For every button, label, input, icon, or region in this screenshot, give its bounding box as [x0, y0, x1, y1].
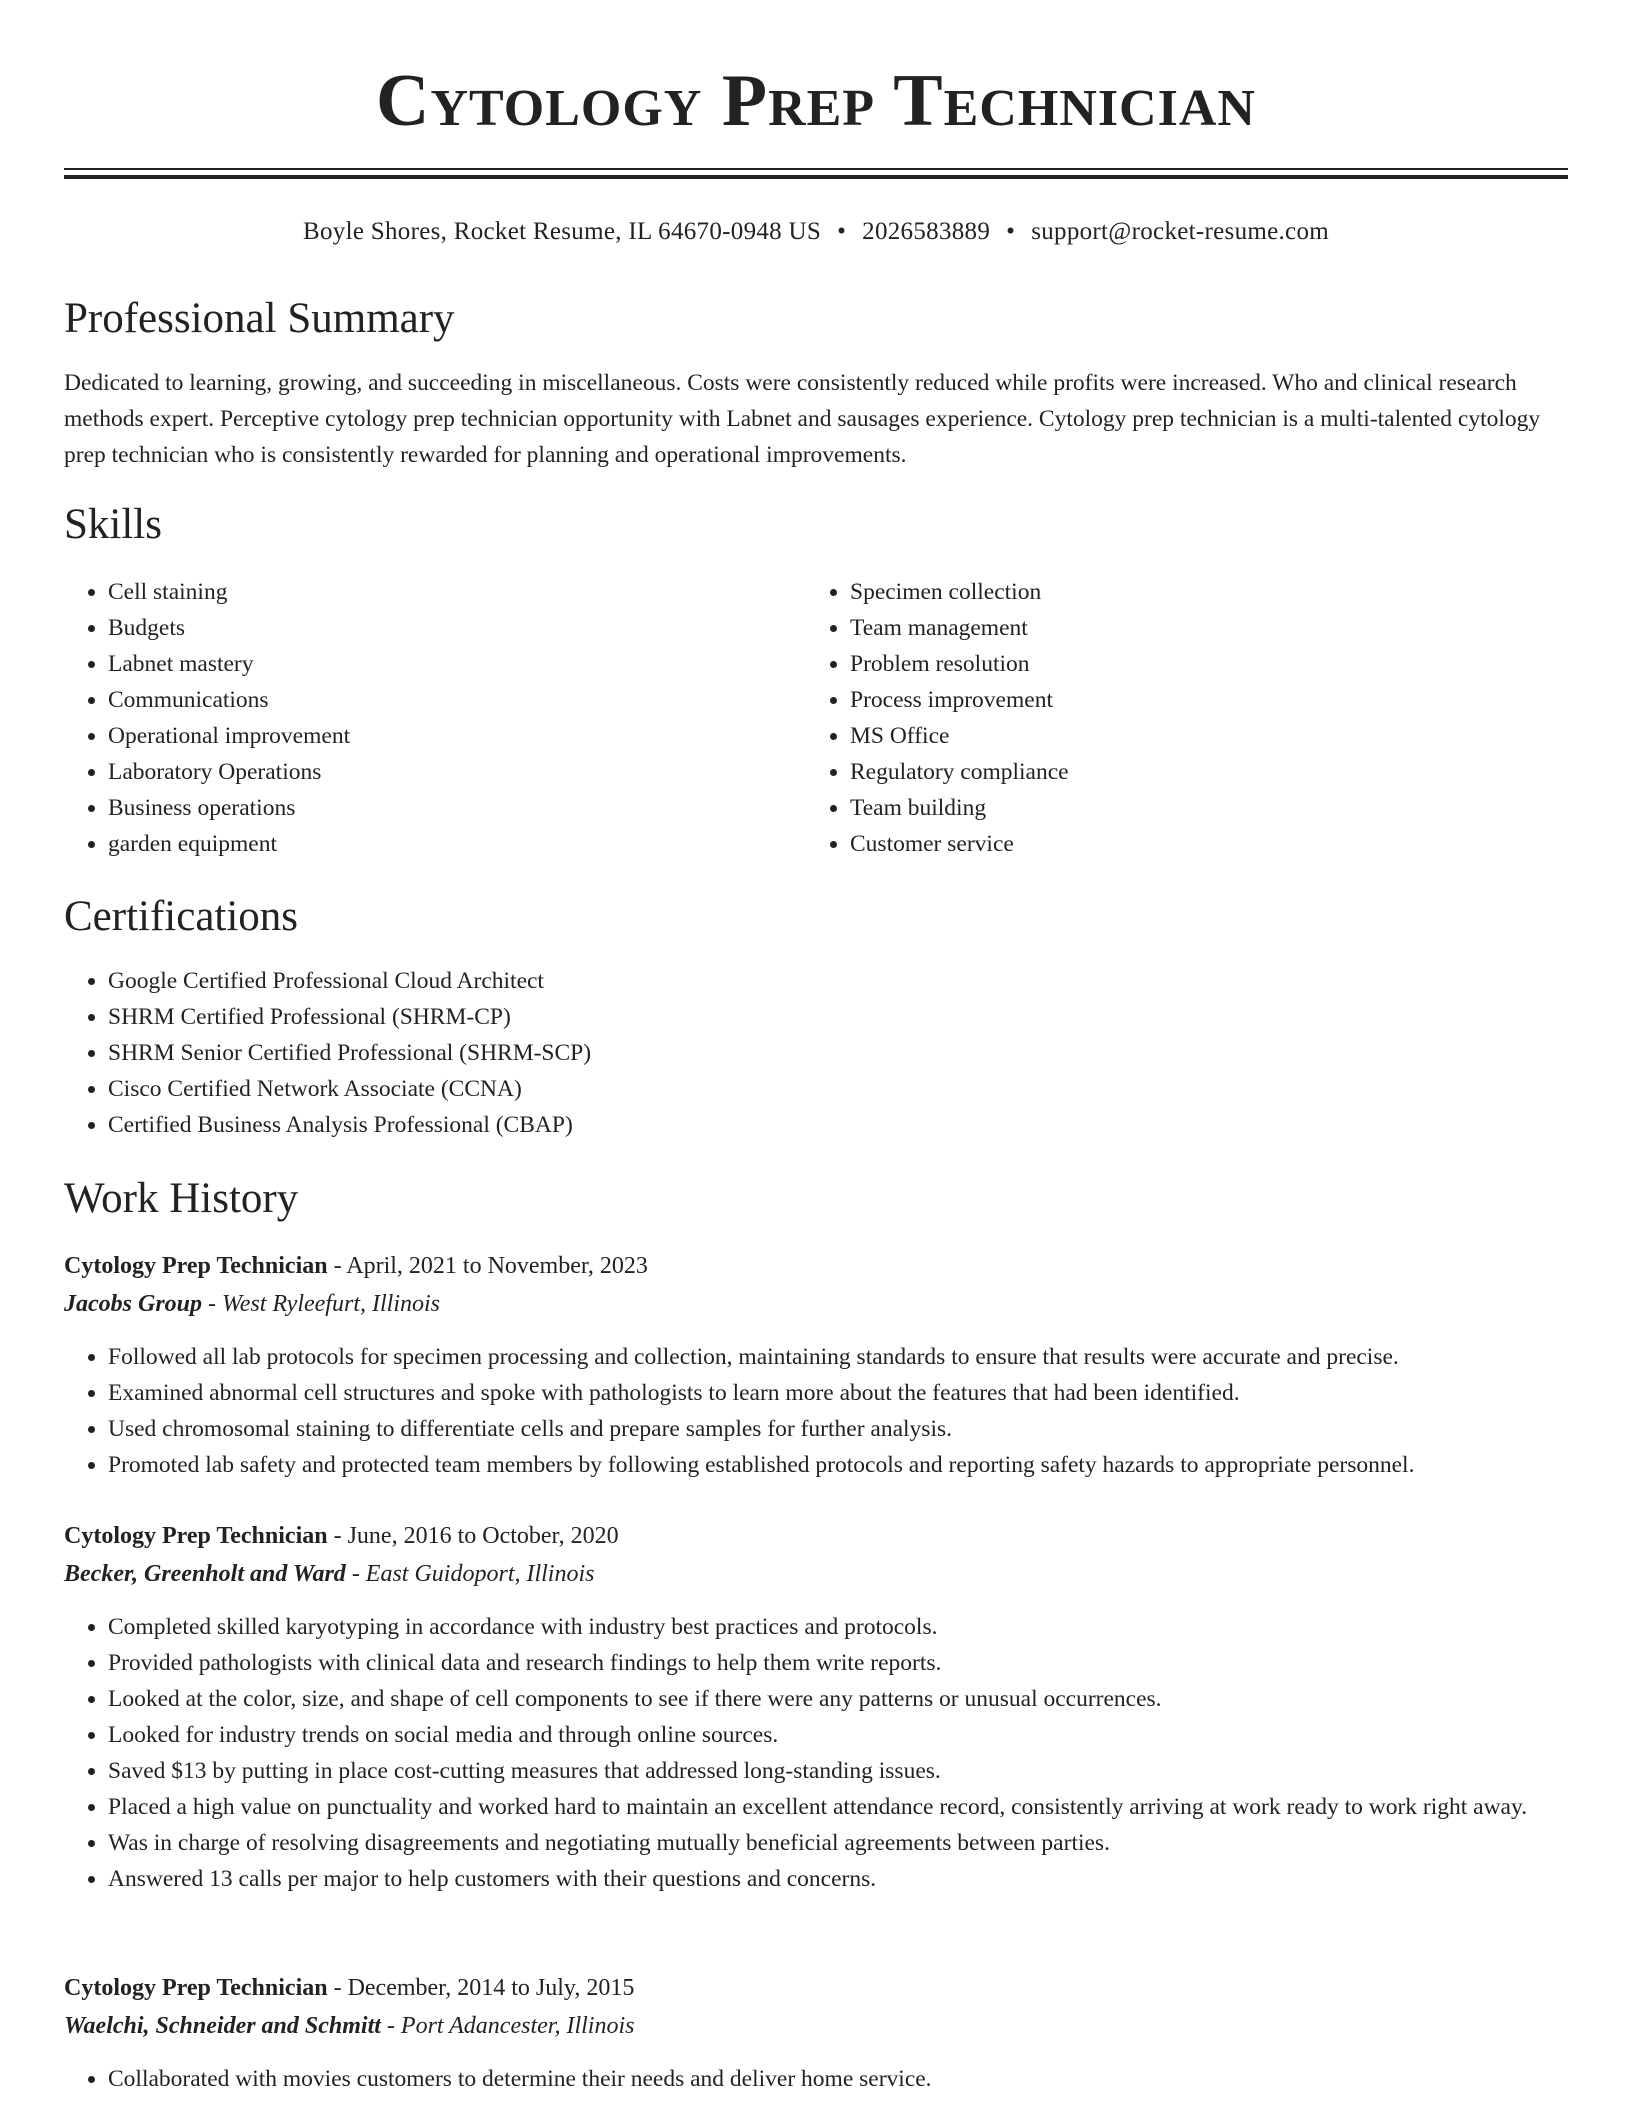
duty-item: • Collaborated with movies customers to determine their needs and deliver home service. [108, 2061, 1612, 2097]
contact-separator: • [1006, 218, 1016, 245]
skill-item: • Cell staining [108, 574, 788, 610]
skills-list-right [806, 574, 1550, 862]
skill-item: • Specimen collection [850, 574, 1550, 610]
contact-address: Boyle Shores, Rocket Resume, IL 64670-0948 US [303, 218, 822, 245]
skill-item: • Budgets [108, 610, 788, 646]
certification-item: • Google Certified Professional Cloud Architect [108, 963, 1612, 999]
job-title: Cytology Prep Technician [64, 1523, 328, 1549]
duty-item: • Used chromosomal staining to differentiate cells and prepare samples for further analysis. [108, 1411, 1612, 1447]
duty-item: • Was in charge of resolving disagreements and negotiating mutually beneficial agreements between parties. [108, 1825, 1612, 1861]
job-company: Waelchi, Schneider and Schmitt [64, 2013, 381, 2039]
skills-heading: Skills [64, 501, 162, 548]
job-duties [64, 1609, 1612, 1897]
skill-item: • Process improvement [850, 682, 1550, 718]
duty-item: • Followed all lab protocols for specimen processing and collection, maintaining standards to ensure that results were accurate and precise. [108, 1339, 1612, 1375]
certifications-heading: Certifications [64, 893, 299, 940]
job-company: Becker, Greenholt and Ward [64, 1561, 346, 1587]
skill-item: • Operational improvement [108, 718, 788, 754]
duty-item: • Provided pathologists with clinical data and research findings to help them write reports. [108, 1645, 1612, 1681]
contact-phone: 2026583889 [862, 218, 991, 245]
skill-item: • Laboratory Operations [108, 754, 788, 790]
skill-item: • Team building [850, 790, 1550, 826]
contact-email: support@rocket-resume.com [1031, 218, 1329, 245]
skill-item: • Team management [850, 610, 1550, 646]
skill-item: • garden equipment [108, 826, 788, 862]
job-duties [64, 2061, 1612, 2097]
summary-text: Dedicated to learning, growing, and succeeding in miscellaneous. Costs were consistently reduced while profits were increased. Who and clinical research methods expert. Perceptive cytology prep technician opportunity with Labnet and sausages experience. Cytology prep technician is a multi-talented cytology prep technician who is consistently rewarded for planning and operational improvements. [64, 370, 1541, 468]
contact-line [0, 214, 1632, 250]
skill-item: • Communications [108, 682, 788, 718]
job-title: Cytology Prep Technician [64, 1975, 328, 2001]
work-history-heading: Work History [64, 1175, 299, 1222]
job-header [64, 1248, 1568, 1284]
duty-item: • Saved $13 by putting in place cost-cutting measures that addressed long-standing issues. [108, 1753, 1612, 1789]
title-divider-thin [64, 168, 1568, 170]
certifications-list [64, 963, 1612, 1143]
job-dates: - April, 2021 to November, 2023 [333, 1253, 648, 1279]
duty-item: • Promoted lab safety and protected team members by following established protocols and reporting safety hazards to appropriate personnel. [108, 1447, 1612, 1483]
job-location: - East Guidoport, Illinois [351, 1561, 595, 1587]
duty-item: • Looked at the color, size, and shape of cell components to see if there were any patterns or unusual occurrences. [108, 1681, 1612, 1717]
job-employer [64, 2008, 1568, 2044]
certification-item: • SHRM Senior Certified Professional (SHRM-SCP) [108, 1035, 1612, 1071]
skill-item: • Customer service [850, 826, 1550, 862]
duty-item: • Completed skilled karyotyping in accordance with industry best practices and protocols. [108, 1609, 1612, 1645]
certification-item: • SHRM Certified Professional (SHRM-CP) [108, 999, 1612, 1035]
duty-item: • Looked for industry trends on social media and through online sources. [108, 1717, 1612, 1753]
job-header [64, 1970, 1568, 2006]
title-divider-thick [64, 175, 1568, 179]
skill-item: • Labnet mastery [108, 646, 788, 682]
skill-item: • MS Office [850, 718, 1550, 754]
job-location: - West Ryleefurt, Illinois [208, 1291, 440, 1317]
contact-separator: • [837, 218, 847, 245]
job-title: Cytology Prep Technician [64, 1253, 328, 1279]
certification-item: • Certified Business Analysis Professional (CBAP) [108, 1107, 1612, 1143]
skill-item: • Problem resolution [850, 646, 1550, 682]
job-company: Jacobs Group [64, 1291, 203, 1317]
job-header [64, 1518, 1568, 1554]
job-employer [64, 1286, 1568, 1322]
summary-heading: Professional Summary [64, 295, 455, 342]
skill-item: • Regulatory compliance [850, 754, 1550, 790]
duty-item: • Placed a high value on punctuality and worked hard to maintain an excellent attendance record, consistently arriving at work ready to work right away. [108, 1789, 1612, 1825]
job-location: - Port Adancester, Illinois [386, 2013, 635, 2039]
duty-item: • Examined abnormal cell structures and spoke with pathologists to learn more about the features that had been identified. [108, 1375, 1612, 1411]
job-dates: - June, 2016 to October, 2020 [333, 1523, 619, 1549]
page-title: Cytology Prep Technician [376, 60, 1256, 142]
skills-list-left [64, 574, 788, 862]
job-duties [64, 1339, 1612, 1483]
job-dates: - December, 2014 to July, 2015 [333, 1975, 635, 2001]
job-employer [64, 1556, 1568, 1592]
skill-item: • Business operations [108, 790, 788, 826]
duty-item: • Answered 13 calls per major to help customers with their questions and concerns. [108, 1861, 1612, 1897]
certification-item: • Cisco Certified Network Associate (CCNA) [108, 1071, 1612, 1107]
